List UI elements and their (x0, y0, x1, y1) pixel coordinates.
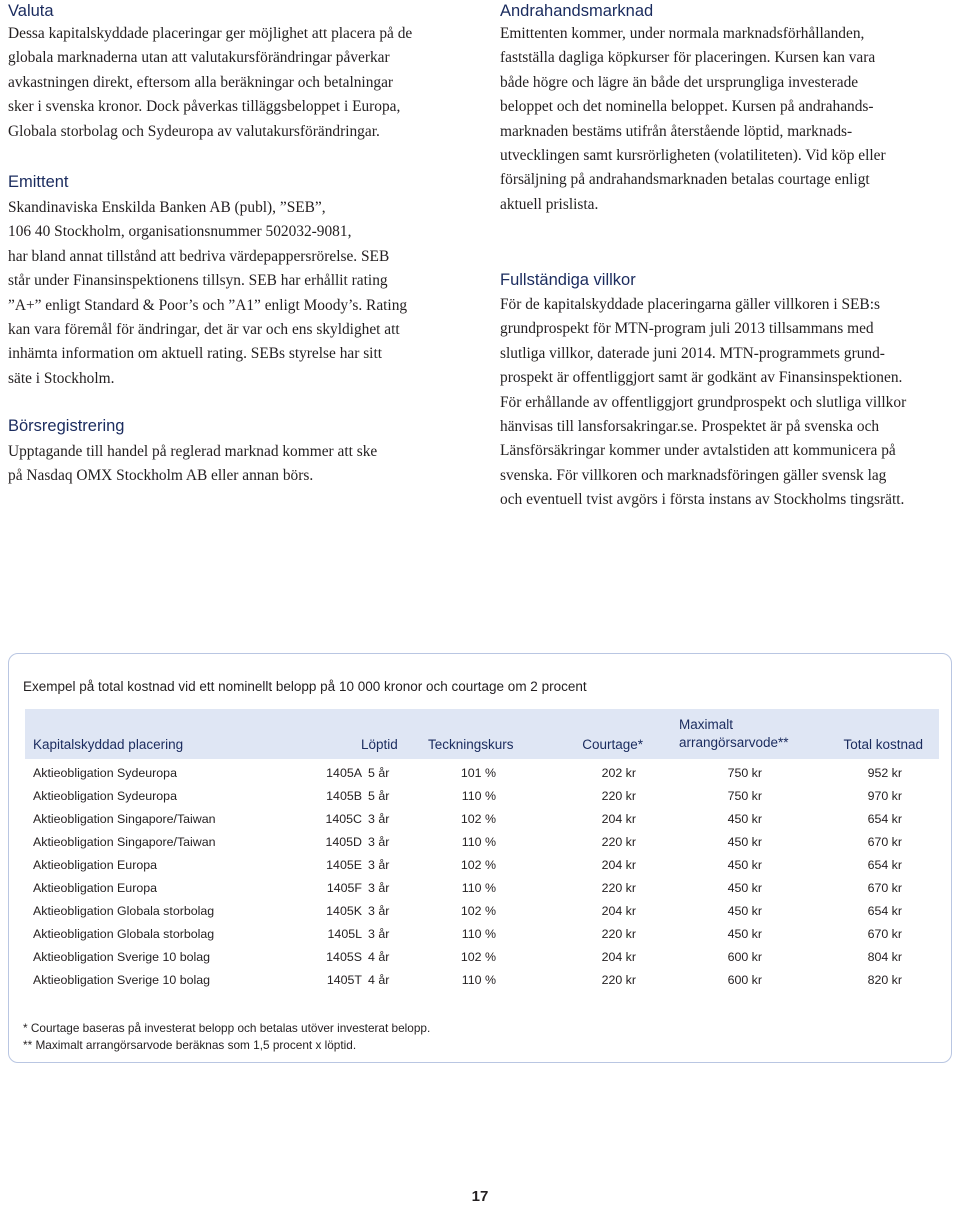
footnote-arrangorsarvode: ** Maximalt arrangörsarvode beräknas som 1,5 procent x löptid. (23, 1038, 357, 1052)
cost-table-title: Exempel på total kostnad vid ett nominellt belopp på 10 000 kronor och courtage om 2 procent (23, 679, 587, 694)
section-valuta (8, 0, 458, 144)
cost-example-box (8, 653, 952, 1063)
header-arrangorsarvode: Maximalt arrangörsarvode** (679, 717, 789, 750)
table-row: Aktieobligation Sydeuropa 1405B 5 år 110 % 220 kr 750 kr 970 kr (33, 789, 902, 803)
table-row: Aktieobligation Europa 1405F 3 år 110 % 220 kr 450 kr 670 kr (33, 881, 902, 895)
header-total-kostnad: Total kostnad (843, 737, 923, 752)
section-andrahandsmarknad (500, 0, 956, 217)
header-teckningskurs: Teckningskurs (428, 737, 514, 752)
section-emittent (8, 171, 458, 391)
heading-fullstandiga-villkor: Fullständiga villkor (500, 271, 636, 289)
table-footnotes (23, 1020, 430, 1054)
text-emittent: Skandinaviska Enskilda Banken AB (publ), ”SEB”, 106 40 Stockholm, organisationsnummer 502032-9081, har bland annat tillstånd att bedriva värdepappersrörelse. SEB står under Finansinspektionens tillsyn. SEB har erhållit rating ”A+” enligt Standard & Poor’s och ”A1” enligt Moody’s. Rating kan vara föremål för ändringar, det är var och ens skyldighet att inhämta information om aktuell rating. SEBs styrelse har sitt säte i Stockholm. (8, 199, 408, 387)
header-loptid: Löptid (361, 737, 398, 752)
table-row: Aktieobligation Globala storbolag 1405K 3 år 102 % 204 kr 450 kr 654 kr (33, 904, 902, 918)
table-row: Aktieobligation Sydeuropa 1405A 5 år 101 % 202 kr 750 kr 952 kr (33, 766, 902, 780)
text-andrahandsmarknad: Emittenten kommer, under normala marknadsförhållanden, fastställa dagliga köpkurser för placeringen. Kursen kan vara både högre och lägre än både det ursprungliga investerade beloppet och det nominella beloppet. Kursen på andrahands- marknaden bestäms utifrån återstående löptid, marknads- utvecklingen samt kursrörligheten (volatiliteten). Vid köp eller försäljning på andrahandsmarknaden betalas courtage enligt aktuell prislista. (500, 25, 886, 213)
table-row: Aktieobligation Sverige 10 bolag 1405T 4 år 110 % 220 kr 600 kr 820 kr (33, 973, 902, 987)
footnote-courtage: * Courtage baseras på investerat belopp och betalas utöver investerat belopp. (23, 1021, 431, 1035)
text-fullstandiga-villkor: För de kapitalskyddade placeringarna gäller villkoren i SEB:s grundprospekt för MTN-program juli 2013 tillsammans med slutliga villkor, daterade juni 2014. MTN-programmets grund- prospekt är offentliggjort samt är godkänt av Finansinspektionen. För erhållande av offentliggjort grundprospekt och slutliga villkor hänvisas till lansforsakringar.se. Prospektet är på svenska och Länsförsäkringar kommer under avtalstiden att kommunicera på svenska. För villkoren och marknadsföringen gäller svensk lag och eventuell tvist avgörs i första instans av Stockholms tingsrätt. (500, 296, 907, 509)
heading-emittent: Emittent (8, 173, 69, 191)
table-row: Aktieobligation Singapore/Taiwan 1405C 3 år 102 % 204 kr 450 kr 654 kr (33, 812, 902, 826)
table-body (25, 762, 939, 992)
table-row: Aktieobligation Sverige 10 bolag 1405S 4 år 102 % 204 kr 600 kr 804 kr (33, 950, 902, 964)
table-row: Aktieobligation Europa 1405E 3 år 102 % 204 kr 450 kr 654 kr (33, 858, 902, 872)
header-placering: Kapitalskyddad placering (33, 737, 184, 752)
header-courtage: Courtage* (582, 737, 643, 752)
text-borsregistrering: Upptagande till handel på reglerad marknad kommer att ske på Nasdaq OMX Stockholm AB eller annan börs. (8, 443, 378, 485)
section-fullstandiga-villkor (500, 269, 956, 513)
page-number: 17 (471, 1188, 489, 1205)
heading-andrahandsmarknad: Andrahandsmarknad (500, 2, 654, 20)
heading-borsregistrering: Börsregistrering (8, 417, 125, 435)
heading-valuta: Valuta (8, 2, 54, 20)
table-row: Aktieobligation Globala storbolag 1405L 3 år 110 % 220 kr 450 kr 670 kr (33, 927, 902, 941)
table-header (25, 709, 939, 759)
section-borsregistrering (8, 415, 458, 489)
table-row: Aktieobligation Singapore/Taiwan 1405D 3 år 110 % 220 kr 450 kr 670 kr (33, 835, 902, 849)
text-valuta: Dessa kapitalskyddade placeringar ger möjlighet att placera på de globala marknaderna utan att valutakursförändringar påverkar avkastningen direkt, eftersom alla beräkningar och betalningar sker i svenska kronor. Dock påverkas tilläggsbeloppet i Europa, Globala storbolag och Sydeuropa av valutakursförändringar. (8, 25, 413, 140)
